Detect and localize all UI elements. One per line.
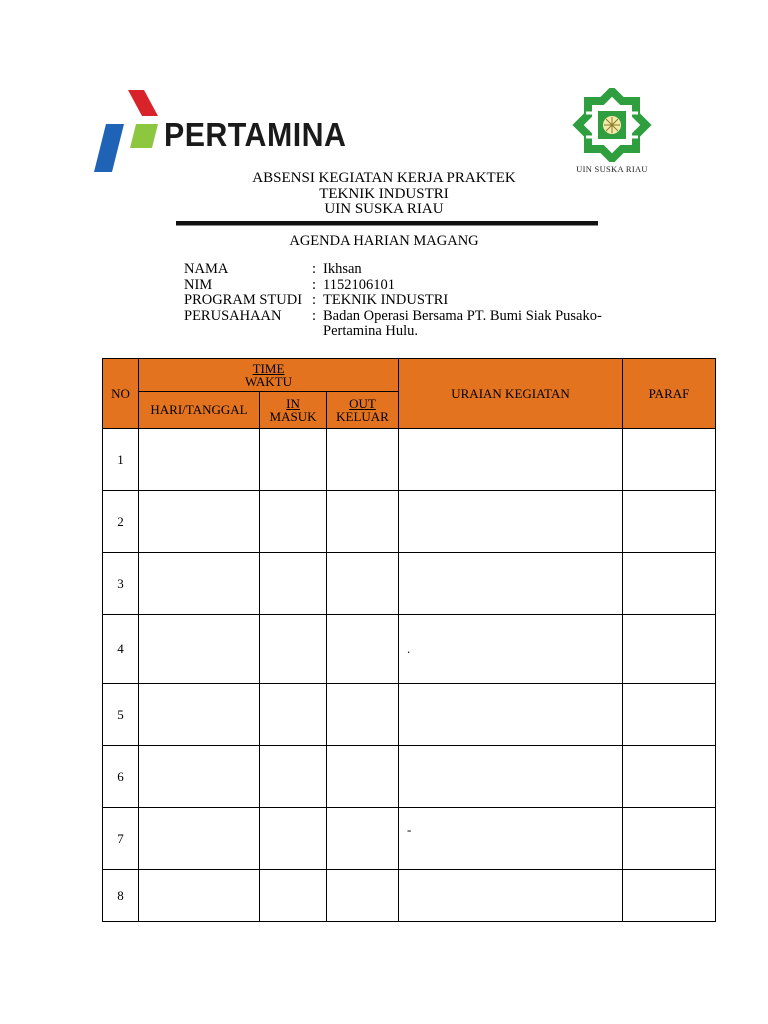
- table-row: [103, 553, 716, 615]
- activity-cell[interactable]: .: [399, 615, 623, 684]
- out-cell[interactable]: [327, 870, 399, 922]
- info-colon: :: [312, 292, 317, 309]
- date-cell[interactable]: [139, 746, 260, 808]
- sign-cell[interactable]: [623, 808, 716, 870]
- out-cell[interactable]: [327, 615, 399, 684]
- row-no: 4: [103, 615, 139, 684]
- attendance-table: [102, 358, 716, 922]
- activity-cell[interactable]: [399, 684, 623, 746]
- in-cell[interactable]: [260, 615, 327, 684]
- info-value: 1152106101: [323, 276, 395, 293]
- in-cell[interactable]: [260, 553, 327, 615]
- pertamina-emblem-icon: [92, 90, 162, 174]
- header-waktu-label: WAKTU: [245, 374, 292, 389]
- doc-title-line1: ABSENSI KEGIATAN KERJA PRAKTEK: [252, 170, 516, 186]
- in-cell[interactable]: [260, 684, 327, 746]
- info-label: NAMA: [184, 261, 229, 277]
- doc-subtitle: AGENDA HARIAN MAGANG: [289, 233, 479, 249]
- info-label: PROGRAM STUDI: [184, 292, 303, 309]
- out-cell[interactable]: [327, 684, 399, 746]
- doc-title-line3: UIN SUSKA RIAU: [324, 201, 444, 217]
- info-colon: :: [312, 276, 317, 293]
- table-row: [103, 491, 716, 553]
- header-sign: PARAF: [623, 359, 716, 429]
- activity-cell[interactable]: [399, 870, 623, 922]
- out-cell[interactable]: [327, 746, 399, 808]
- info-label: NIM: [184, 276, 213, 293]
- date-cell[interactable]: [139, 491, 260, 553]
- date-cell[interactable]: [139, 553, 260, 615]
- header-no: NO: [103, 359, 139, 429]
- header-date: HARI/TANGGAL: [139, 392, 260, 429]
- sign-cell[interactable]: [623, 870, 716, 922]
- uin-emblem-icon: [562, 88, 662, 162]
- row-no: 8: [103, 870, 139, 922]
- info-label: PERUSAHAAN: [184, 307, 282, 324]
- pertamina-logo: [92, 90, 347, 174]
- uin-logo-caption: UIN SUSKA RIAU: [576, 164, 648, 174]
- row-no: 1: [103, 429, 139, 491]
- table-row: [103, 615, 716, 684]
- info-value: Badan Operasi Bersama PT. Bumi Siak Pusako-: [323, 307, 602, 324]
- date-cell[interactable]: [139, 615, 260, 684]
- out-cell[interactable]: [327, 808, 399, 870]
- out-cell[interactable]: [327, 553, 399, 615]
- activity-cell[interactable]: [399, 553, 623, 615]
- table-row: [103, 429, 716, 491]
- uin-suska-logo: [562, 88, 668, 180]
- table-row: [103, 746, 716, 808]
- header-out-label: OUT: [349, 396, 376, 411]
- activity-cell[interactable]: [399, 746, 623, 808]
- info-colon: :: [312, 307, 317, 324]
- date-cell[interactable]: [139, 684, 260, 746]
- header-time-label: TIME: [252, 361, 285, 376]
- in-cell[interactable]: [260, 491, 327, 553]
- sign-cell[interactable]: [623, 553, 716, 615]
- sign-cell[interactable]: [623, 615, 716, 684]
- info-colon: :: [312, 261, 317, 277]
- header-out: [327, 392, 399, 429]
- in-cell[interactable]: [260, 429, 327, 491]
- row-no: 7: [103, 808, 139, 870]
- sign-cell[interactable]: [623, 491, 716, 553]
- row-no: 6: [103, 746, 139, 808]
- sign-cell[interactable]: [623, 746, 716, 808]
- activity-cell[interactable]: [399, 491, 623, 553]
- header-out-sub: KELUAR: [336, 409, 389, 424]
- table-header-row: [103, 359, 716, 392]
- table-row: [103, 684, 716, 746]
- activity-cell[interactable]: [399, 429, 623, 491]
- title-divider-shadow: [176, 225, 598, 226]
- in-cell[interactable]: [260, 870, 327, 922]
- header-in-sub: MASUK: [269, 409, 317, 424]
- in-cell[interactable]: [260, 746, 327, 808]
- out-cell[interactable]: [327, 429, 399, 491]
- date-cell[interactable]: [139, 808, 260, 870]
- doc-title-line2: TEKNIK INDUSTRI: [319, 186, 449, 202]
- activity-cell[interactable]: -: [399, 808, 623, 870]
- table-row: [103, 870, 716, 922]
- header-time: [139, 359, 399, 392]
- date-cell[interactable]: [139, 429, 260, 491]
- info-value: Ikhsan: [323, 261, 362, 277]
- table-row: [103, 808, 716, 870]
- sign-cell[interactable]: [623, 429, 716, 491]
- info-value: Pertamina Hulu.: [323, 323, 419, 340]
- pertamina-wordmark: PERTAMINA: [164, 116, 347, 153]
- header-in: [260, 392, 327, 429]
- out-cell[interactable]: [327, 491, 399, 553]
- sign-cell[interactable]: [623, 684, 716, 746]
- in-cell[interactable]: [260, 808, 327, 870]
- row-no: 5: [103, 684, 139, 746]
- header-activity: URAIAN KEGIATAN: [399, 359, 623, 429]
- info-value: TEKNIK INDUSTRI: [323, 292, 449, 309]
- row-no: 3: [103, 553, 139, 615]
- header-in-label: IN: [286, 396, 300, 411]
- row-no: 2: [103, 491, 139, 553]
- date-cell[interactable]: [139, 870, 260, 922]
